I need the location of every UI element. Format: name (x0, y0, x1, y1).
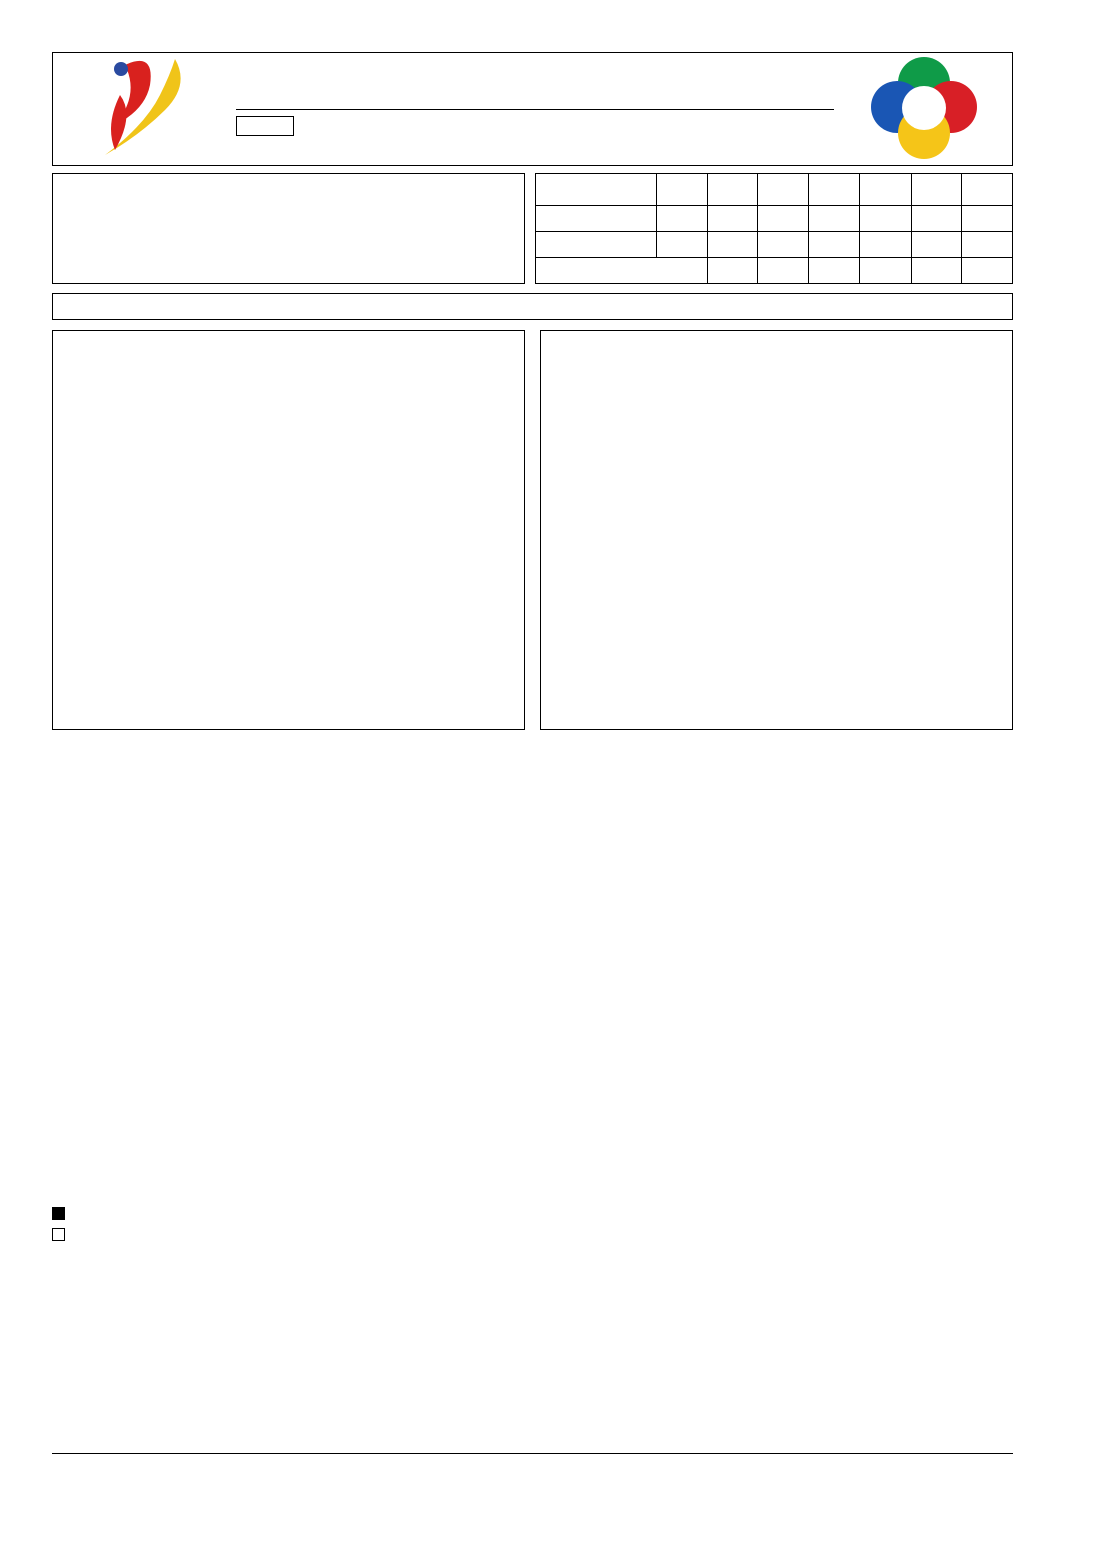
set-score (808, 232, 860, 258)
set-duration-label (536, 258, 708, 284)
referees-box (52, 293, 1013, 320)
sets-won (657, 206, 708, 232)
away-roster (540, 330, 1013, 730)
cvl-logo (95, 55, 205, 163)
legend-filled-square (52, 1207, 65, 1220)
sets-won (657, 232, 708, 258)
set-score (911, 206, 962, 232)
team-name (536, 206, 657, 232)
score-header (860, 174, 912, 206)
team-name (536, 232, 657, 258)
score-header (657, 174, 708, 206)
score-header (808, 174, 860, 206)
set-duration (808, 258, 860, 284)
set-score (911, 232, 962, 258)
match-info (52, 173, 525, 284)
score-header (911, 174, 962, 206)
set-score (707, 206, 758, 232)
title-rule (236, 109, 834, 110)
legend-empty-square (52, 1228, 65, 1241)
cnsg-logo (867, 55, 981, 165)
set-duration (860, 258, 912, 284)
score-header-row (536, 174, 1013, 206)
set-score (860, 206, 912, 232)
header-box (52, 52, 1013, 166)
score-header (707, 174, 758, 206)
set-duration (962, 258, 1013, 284)
total-points (962, 232, 1013, 258)
set-duration (911, 258, 962, 284)
footer-rule (52, 1453, 1013, 1454)
set-duration-row (536, 258, 1013, 284)
home-roster (52, 330, 525, 730)
set-score (758, 206, 809, 232)
set-score (808, 206, 860, 232)
set-score (707, 232, 758, 258)
set-score (860, 232, 912, 258)
report-code (236, 116, 294, 136)
score-header (536, 174, 657, 206)
score-table (535, 173, 1013, 284)
score-row-away (536, 232, 1013, 258)
set-score (758, 232, 809, 258)
score-header (962, 174, 1013, 206)
total-points (962, 206, 1013, 232)
set-duration (758, 258, 809, 284)
set-duration (707, 258, 758, 284)
score-header (758, 174, 809, 206)
score-row-home (536, 206, 1013, 232)
legend (52, 1207, 952, 1249)
